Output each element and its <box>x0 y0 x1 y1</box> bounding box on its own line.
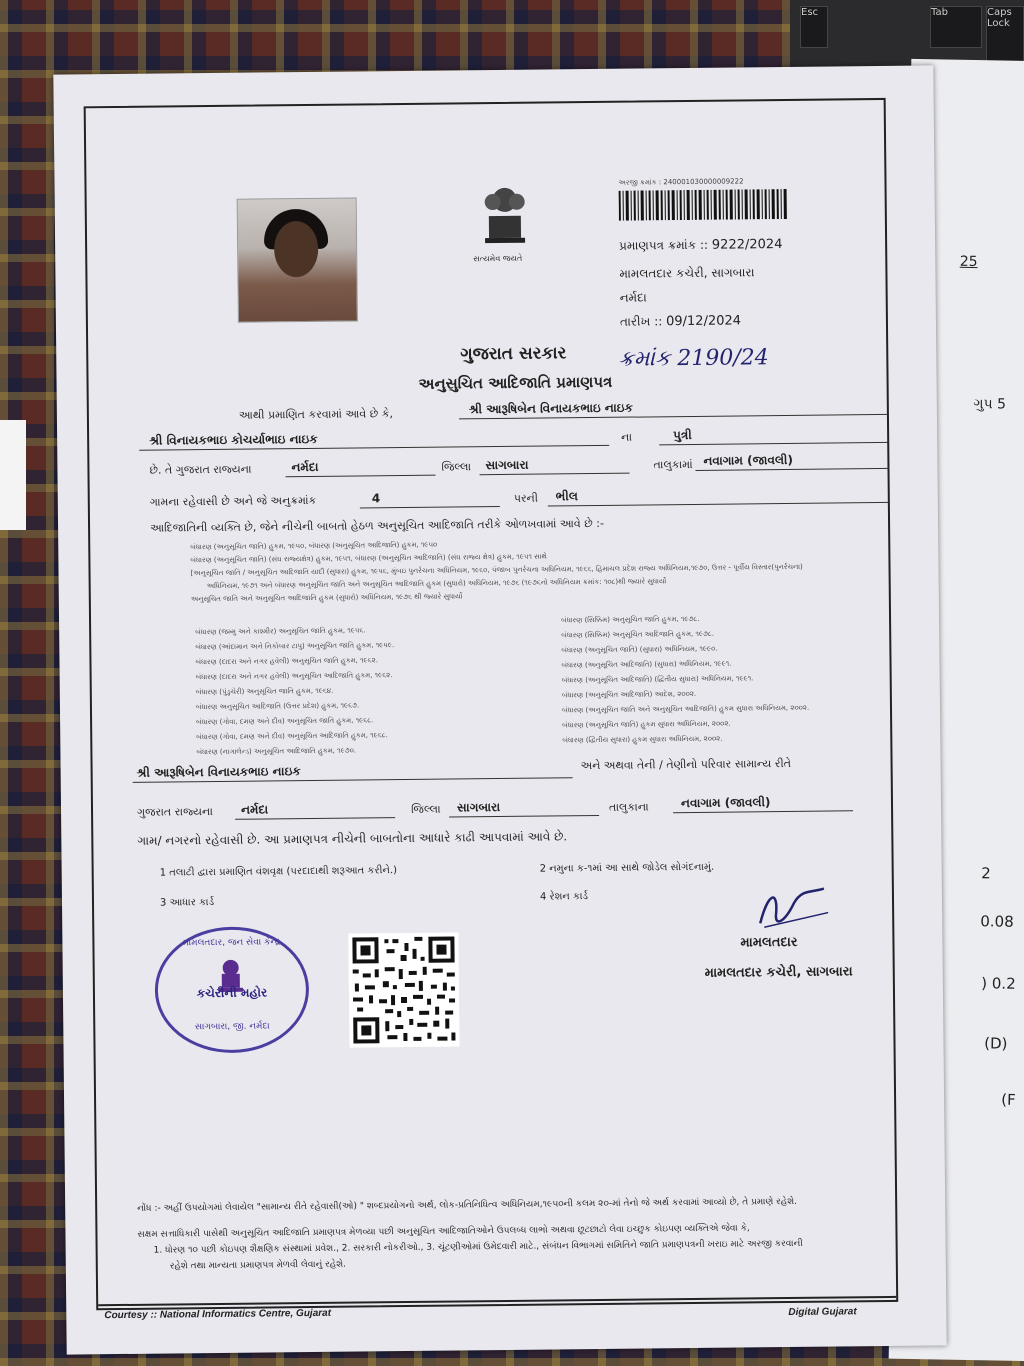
order-left-9: બંધારણ (નાગાલેન્ડ) અનુસૂચિત આદિજાતિ હુકમ, ૧૯૭૦. <box>196 746 357 757</box>
district-value: સાગબારા <box>485 457 529 473</box>
instruction-para-1: સક્ષમ સત્તાધિકારી પાસેથી અનુસૂચિત આદિજાતિ પ્રમાણપત્ર મેળવ્યા પછી અનુસૂચિત આદિજાતિઓને ઉપલબ્ધ લાભો અથવા છૂટછાટો લેવા ઇચ્છુક કોઇપણ વ્યક્તિએ જેવા કે, <box>137 1223 750 1240</box>
order-right-1: બંધારણ (સિક્કિમ) અનુસૂચિત જાતિ હુકમ, ૧૯૭૮. <box>561 614 700 625</box>
order-top-3: [અનુસૂચિત જાતિ / અનુસૂચિત આદિજાતિ યાદી (સુધારા) હુકમ, ૧૯૫૬, મુંબઇ પુનર્રચના અધિનિયમ, ૧૯૬૦, પંજાબ પુનર્રચના અધિનિયમ, ૧૯૬૬, હિમાચલ પ્રદેશ રાજ્ય અધિનિયમ,૧૯૭૦, ઉત્તર - પૂર્વીય વિસ્તાર(પુનર્રચના) <box>190 562 803 578</box>
taluka-value: નવાગામ (જાવલી) <box>703 452 793 468</box>
basis-line: ગામ/ નગરનો રહેવાસી છે. આ પ્રમાણપત્ર નીચેની બાબતોના આધારે કાઢી આપવામાં આવે છે. <box>137 829 568 848</box>
barcode-number: અરજી ક્રમાંક : 240001030000009222 <box>618 177 744 187</box>
note-text: નોંધ :- અહીં ઉપયોગમાં લેવાયેલ "સામાન્ય રીતે રહેવાસી(ઓ) " શબ્દપ્રયોગનો અર્થ, લોક-પ્રતિનિધિત્વ અધિનિયમ,૧૯૫૦ની કલમ ૨૦-માં તેનો જે અર્થ કરવામાં આવ્યો છે, તે પ્રમાણે રહેશે. <box>137 1196 798 1214</box>
father-name: શ્રી વિનાયકભાઇ કોચર્યાભાઇ નાઇક <box>149 431 318 448</box>
certificate-sheet <box>53 65 946 1354</box>
gov-title: ગુજરાત સરકાર <box>460 343 567 365</box>
state-label: છે. તે ગુજરાત રાજ્યના <box>149 462 252 477</box>
underline-district-2 <box>449 815 599 818</box>
order-left-4: બંધારણ (દાદરા અને નગર હવેલી) અનુસૂચિત આદિજાતિ હુકમ, ૧૯૬૨. <box>195 671 393 682</box>
document-1: 1 તલાટી દ્વારા પ્રમાણિત વંશવૃક્ષ (પરદાદાથી શરૂઆત કરીને.) <box>159 865 398 879</box>
national-emblem-icon <box>474 176 535 255</box>
orders-top <box>190 536 871 604</box>
office-seal-stamp <box>154 926 309 1054</box>
underline-caste <box>548 502 890 507</box>
state-district-2: નર્મદા <box>240 802 269 817</box>
caps-lock-key: Caps Lock <box>986 6 1024 68</box>
white-card-edge <box>0 420 26 530</box>
village-label: ગામના રહેવાસી છે અને જે અનુક્રમાંક <box>149 493 317 509</box>
instruction-para-3: રહેશે તથા માન્યતા પ્રમાણપત્ર મેળવી લેવાનું રહેશે. <box>169 1259 347 1272</box>
document-3: 3 આધાર કાર્ડ <box>159 897 215 909</box>
order-top-1: બંધારણ (અનુસૂચિત જાતિ) હુકમ, ૧૯૫૦, બંધારણ (અનુસૂચિત આદિજાતિ) હુકમ, ૧૯૫૦ <box>190 540 438 552</box>
taluka-value-2: નવાગામ (જાવલી) <box>680 795 771 811</box>
cert-no-label: પ્રમાણપત્ર ક્રમાંક :: <box>619 237 709 253</box>
order-left-5: બંધારણ (પુંડુચેરી) અનુસૂચિત જાતિ હુકમ, ૧૯૬૪. <box>195 686 334 697</box>
underline-state-district <box>286 475 436 478</box>
orders-left <box>195 622 516 760</box>
emblem-caption: સત્યમેવ જયતે <box>473 253 523 264</box>
taluka-label: તાલુકામાં <box>653 457 693 472</box>
district-value-2: સાગબારા <box>456 800 501 815</box>
order-left-3: બંધારણ (દાદરા અને નગર હવેલી) અનુસૂચિત જાતિ હુકમ, ૧૯૬૨. <box>195 656 378 667</box>
certificate-frame <box>84 98 899 1322</box>
order-right-2: બંધારણ (સિક્કિમ) અનુસૂચિત આદિજાતિ હુકમ, ૧૯૭૮. <box>561 629 715 640</box>
order-right-6: બંધારણ (અનુસૂચિત આદિજાતિ) આદેશ, ૨૦૦૨. <box>561 689 697 700</box>
qr-code-icon <box>348 932 459 1047</box>
barcode-icon <box>619 189 789 221</box>
order-left-8: બંધારણ (ગોવા, દમણ અને દીવ) અનુસૂચિત આદિજાતિ હુકમ, ૧૯૬૮. <box>196 731 388 742</box>
order-right-7: બંધારણ (અનુસૂચિત જાતિ અને અનુસૂચિત આદિજાતિ) હુકમ સુધારા અધિનિયમ, ૨૦૦૨. <box>561 703 810 715</box>
date-value: 09/12/2024 <box>665 313 742 330</box>
caste-value: ભીલ <box>555 489 578 504</box>
family-line: અને અથવા તેની / તેણીનો પરિવાર સામાન્ય રીતે <box>580 756 792 773</box>
digital-gujarat-text: Digital Gujarat <box>788 1306 857 1319</box>
office-name: મામલતદાર કચેરી, સાગબારા <box>619 265 755 281</box>
stamp-middle-text: કચેરીની મહોર <box>196 985 268 1001</box>
stamp-top-text: મામલતદાર, જન સેવા કેન્દ્ર <box>182 937 281 949</box>
instruction-para-2: 1. ધોરણ ૧૦ પછી કોઇપણ શૈક્ષણિક સંસ્થામાં પ્રવેશ., 2. સરકારી નોકરીઓ., 3. ચૂંટણીઓમાં ઉમેદવારી માટે., સંબંધન વિભાગમાં સમિતિને જાતિ પ્રમાણપત્રની ખરાઇ માટે અરજી કરવાની <box>153 1238 803 1256</box>
order-right-9: બંધારણ (દ્વિતીય સુધારા) હુકમ સુધારા અધિનિયમ, ૨૦૦૨. <box>562 734 723 745</box>
stamp-bottom-text: સાગબારા, જી. નર્મદા <box>194 1021 270 1033</box>
date-label: તારીખ :: <box>619 314 663 329</box>
applicant-name-2: શ્રી આરૂષિબેન વિનાયકભાઇ નાઇક <box>136 764 301 780</box>
orders-right <box>561 610 882 748</box>
tribe-line: આદિજાતિની વ્યક્તિ છે, જેને નીચેની બાબતો હેઠળ અનુસૂચિત આદિજાતિ તરીકે ઓળખવામાં આવે છે :- <box>150 516 604 535</box>
certificate-title: અનુસુચિત આદિજાતિ પ્રમાણપત્ર <box>418 372 613 393</box>
underline-district <box>480 473 630 476</box>
under-text-4: 0.08 <box>980 912 1014 931</box>
courtesy-text: Courtesy :: National Informatics Centre, Gujarat <box>104 1307 332 1322</box>
handwritten-number: ક્રમાંક 2190/24 <box>618 345 769 372</box>
order-top-5: અનુસૂચિત જાતિ અને અનુસૂચિત આદિજાતિ હુકમ (સુધારો) અધિનિયમ, ૧૯૭૬ થી જ્યારે સુધાર્યો <box>190 592 463 604</box>
order-left-1: બંધારણ (જમ્મુ અને કાશ્મીર) અનુસૂચિત જાતિ હુકમ, ૧૯૫૬. <box>195 626 366 637</box>
officer-office: મામલતદાર કચેરી, સાગબારા <box>704 964 853 981</box>
underline-relation <box>659 442 889 445</box>
document-2: 2 નમુના ક-૧માં આ સાથે જોડેલ સોગંદનામું. <box>539 861 715 875</box>
qr-code <box>348 932 459 1047</box>
order-right-4: બંધારણ (અનુસૂચિત આદિજાતિ) (સુધારા) અધિનિયમ, ૧૯૯૧. <box>561 659 732 670</box>
tab-key: Tab <box>930 6 982 48</box>
under-text-6: (D) <box>984 1034 1008 1053</box>
photo-face <box>274 221 319 277</box>
order-left-2: બંધારણ (આંદામાન અને નિકોબાર ટાપુ) અનુસૂચિત જાતિ હુકમ, ૧૯૫૯. <box>195 641 395 652</box>
order-right-8: બંધારણ (અનુસૂચિત જાતિ) હુકમ સુધારા અધિનિયમ, ૨૦૦૨. <box>562 719 731 730</box>
under-text-5: ) 0.2 <box>981 974 1016 993</box>
state-label-2: ગુજરાત રાજ્યના <box>136 805 213 819</box>
under-text-1: 25 <box>959 253 978 271</box>
officer-title: મામલતદાર <box>740 934 798 951</box>
order-left-7: બંધારણ (ગોવા, દમણ અને દીવ) અનુસૂચિત જાતિ હુકમ, ૧૯૬૮. <box>196 716 374 727</box>
under-text-7: (F <box>1001 1090 1016 1109</box>
document-4: 4 રેશન કાર્ડ <box>539 891 589 903</box>
date-row <box>620 313 741 329</box>
district-top: નર્મદા <box>619 290 647 305</box>
applicant-photo <box>237 197 358 322</box>
cert-no-row <box>619 237 782 254</box>
officer-signature <box>754 883 835 934</box>
na-label: ના <box>621 430 633 444</box>
order-top-4: અધિનિયમ, ૧૯૭૧ અને બંધારણ અનુસૂચિત જાતિ અને અનુસૂચિત આદિજાતિ હુકમ (સુધારો) અધિનિયમ, ૧૯૭૬ (૧૯૭૬નો અધિનિયમ ક્રમાંક: ૧૦૮)થી જ્યારે સુધાર્યો <box>206 577 667 591</box>
district-label-2: જિલ્લા <box>410 802 441 816</box>
order-right-3: બંધારણ (અનુસૂચિત જાતિ) (સુધારા) અધિનિયમ, ૧૯૯૦. <box>561 644 718 655</box>
footer-divider <box>98 1296 896 1306</box>
underline-serial <box>360 506 500 508</box>
caste-label: પરની <box>513 491 539 505</box>
under-text-2: ગુપ 5 <box>973 396 1007 413</box>
order-right-5: બંધારણ (અનુસૂચિત આદિજાતિ) (દ્વિતીય સુધારા) અધિનિયમ, ૧૯૯૧. <box>561 674 754 685</box>
esc-key: Esc <box>800 6 828 48</box>
applicant-name: શ્રી આરૂષિબેન વિનાયકભાઇ નાઇક <box>468 400 634 417</box>
state-district: નર્મદા <box>291 459 319 475</box>
relation: પુત્રી <box>673 427 692 443</box>
serial-number: 4 <box>371 491 381 506</box>
taluka-label-2: તાલુકાના <box>608 800 649 814</box>
order-top-2: બંધારણ (અનુસૂચિત જાતિ) (સંઘ રાજ્યક્ષેત્ર) હુકમ, ૧૯૫૧, બંધારણ (અનુસૂચિત આદિજાતિ) (સંઘ રાજ્ય ક્ષેત્ર) હુકમ, ૧૯૫૧ સાથે <box>190 552 547 565</box>
district-label: જિલ્લા <box>441 460 472 474</box>
order-left-6: બંધારણ અનુસૂચિત આદિજાતિ (ઉત્તર પ્રદેશ) હુકમ, ૧૯૬૭. <box>195 701 360 712</box>
cert-no-value: 9222/2024 <box>711 237 783 253</box>
line1-label: આથી પ્રમાણિત કરવામાં આવે છે કે, <box>238 407 394 422</box>
under-text-3: 2 <box>980 864 991 883</box>
